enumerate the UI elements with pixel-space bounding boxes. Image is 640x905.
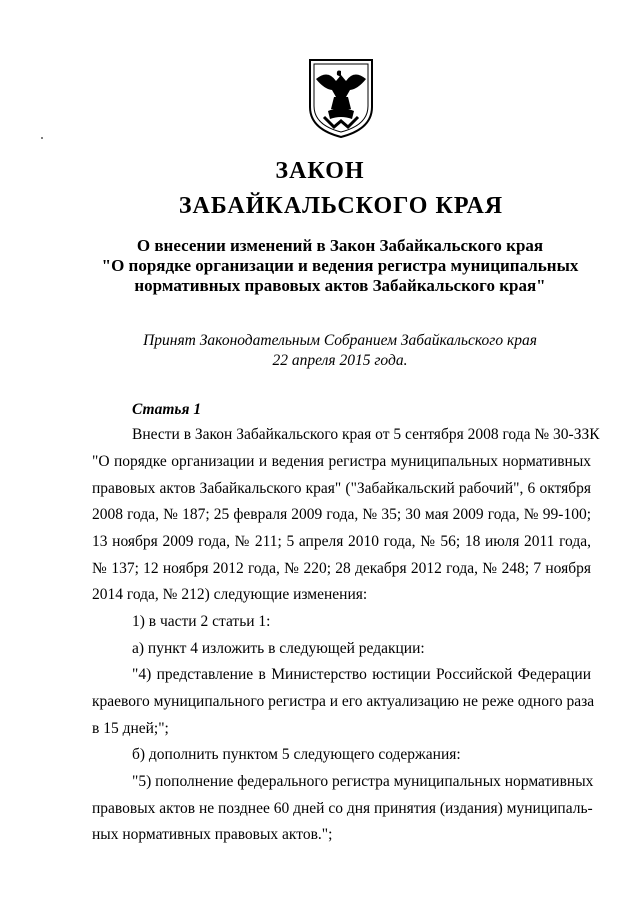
subtitle-line: нормативных правовых актов Забайкальского края" <box>134 276 546 295</box>
article-line: правовых актов Забайкальского края" ("Забайкальский рабочий", 6 октября <box>92 480 591 497</box>
document-title-region: ЗАБАЙКАЛЬСКОГО КРАЯ <box>178 193 504 219</box>
subtitle-line: "О порядке организации и ведения регистра муниципальных <box>101 256 579 275</box>
article-line: а) пункт 4 изложить в следующей редакции: <box>132 640 425 657</box>
article-line: краевого муниципального регистра и его актуализацию не реже одного раза <box>92 693 595 710</box>
law-subtitle <box>0 236 640 296</box>
article-line: в 15 дней;"; <box>92 720 169 737</box>
article-line: ных нормативных правовых актов."; <box>92 826 333 843</box>
article-line: б) дополнить пунктом 5 следующего содержания: <box>132 746 461 763</box>
article-heading: Статья 1 <box>132 401 202 418</box>
article-line: № 137; 12 ноября 2012 года, № 220; 28 декабря 2012 года, № 248; 7 ноября <box>92 560 591 577</box>
article-line: 2008 года, № 187; 25 февраля 2009 года, № 35; 30 мая 2009 года, № 99-100; <box>92 506 591 523</box>
article-line: 13 ноября 2009 года, № 211; 5 апреля 2010 года, № 56; 18 июля 2011 года, <box>92 533 591 550</box>
coat-of-arms-icon <box>306 57 376 139</box>
article-line: "5) пополнение федерального регистра муниципальных нормативных <box>132 773 594 790</box>
scan-speck <box>41 137 43 139</box>
article-line: Внести в Закон Забайкальского края от 5 сентября 2008 года № 30-ЗЗК <box>132 426 600 443</box>
article-line: 2014 года, № 212) следующие изменения: <box>92 586 368 603</box>
adoption-date: 22 апреля 2015 года. <box>272 352 408 369</box>
subtitle-line: О внесении изменений в Закон Забайкальского края <box>136 236 544 255</box>
article-line: "4) представление в Министерство юстиции Российской Федерации <box>132 666 591 683</box>
article-line: правовых актов не позднее 60 дней со дня принятия (издания) муниципаль- <box>92 800 593 817</box>
document-title: ЗАКОН <box>275 158 365 184</box>
article-line: 1) в части 2 статьи 1: <box>132 613 271 630</box>
adoption-note <box>0 331 640 371</box>
adoption-line: Принят Законодательным Собранием Забайкальского края <box>143 332 537 349</box>
article-line: "О порядке организации и ведения регистра муниципальных нормативных <box>92 453 591 470</box>
